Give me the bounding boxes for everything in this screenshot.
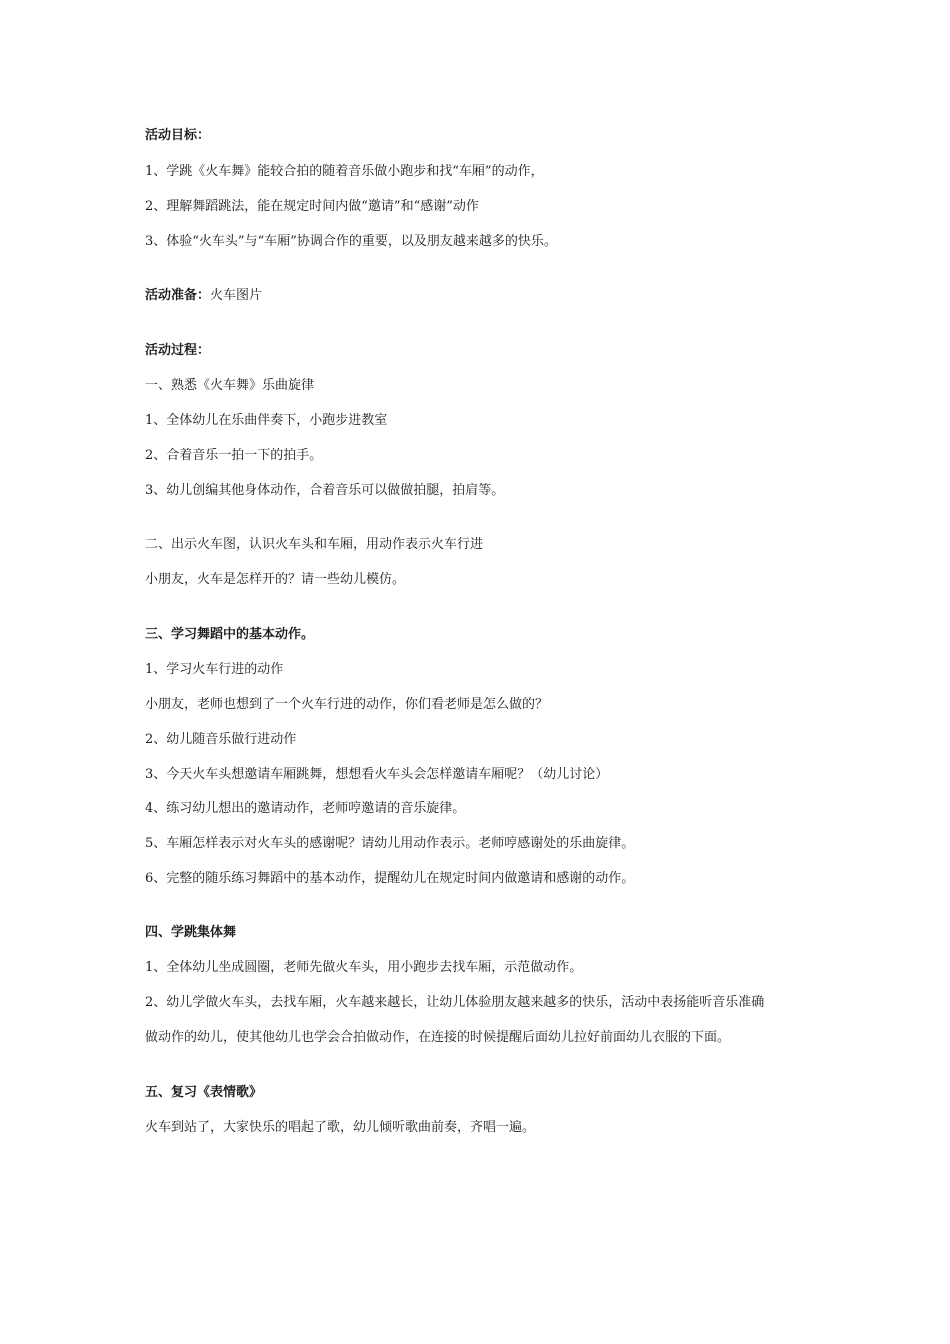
section3-title: 三、学习舞蹈中的基本动作。 xyxy=(145,627,315,642)
section3-item-6: 5、车厢怎样表示对火车头的感谢呢？请幼儿用动作表示。老师哼感谢处的乐曲旋律。 xyxy=(145,836,635,851)
section1-title: 一、熟悉《火车舞》乐曲旋律 xyxy=(145,378,315,393)
section4-item-2-cont: 做动作的幼儿，使其他幼儿也学会合拍做动作，在连接的时候提醒后面幼儿拉好前面幼儿衣服的下面。 xyxy=(145,1030,731,1045)
section3-item-4: 3、今天火车头想邀请车厢跳舞，想想看火车头会怎样邀请车厢呢？（幼儿讨论） xyxy=(145,767,609,782)
prep-text: 火车图片 xyxy=(210,288,263,303)
goal-item-3: 3、体验“火车头”与“车厢”协调合作的重要，以及朋友越来越多的快乐。 xyxy=(145,234,557,249)
goal-item-1: 1、学跳《火车舞》能较合拍的随着音乐做小跑步和找“车厢”的动作， xyxy=(145,164,544,179)
section4-title: 四、学跳集体舞 xyxy=(145,925,237,940)
section3-item-5: 4、练习幼儿想出的邀请动作，老师哼邀请的音乐旋律。 xyxy=(145,801,466,816)
section1-item-3: 3、幼儿创编其他身体动作，合着音乐可以做做拍腿，拍肩等。 xyxy=(145,483,505,498)
section4-item-2: 2、幼儿学做火车头，去找车厢，火车越来越长，让幼儿体验朋友越来越多的快乐，活动中表扬能听音乐准确 xyxy=(145,995,765,1010)
prep-label: 活动准备： xyxy=(145,288,211,303)
section3-item-2: 小朋友，老师也想到了一个火车行进的动作，你们看老师是怎么做的？ xyxy=(145,697,549,712)
section2-title: 二、出示火车图，认识火车头和车厢，用动作表示火车行进 xyxy=(145,537,484,552)
section2-text: 小朋友，火车是怎样开的？请一些幼儿模仿。 xyxy=(145,572,406,587)
process-heading: 活动过程： xyxy=(145,343,211,358)
section1-item-2: 2、合着音乐一拍一下的拍手。 xyxy=(145,448,323,463)
section5-text: 火车到站了，大家快乐的唱起了歌，幼儿倾听歌曲前奏，齐唱一遍。 xyxy=(145,1120,536,1135)
section5-title: 五、复习《表情歌》 xyxy=(145,1085,263,1100)
section3-item-1: 1、学习火车行进的动作 xyxy=(145,662,284,677)
prep-line xyxy=(145,287,262,305)
goals-heading: 活动目标： xyxy=(145,128,211,143)
section4-item-1: 1、全体幼儿坐成圆圈，老师先做火车头，用小跑步去找车厢，示范做动作。 xyxy=(145,960,583,975)
section3-item-7: 6、完整的随乐练习舞蹈中的基本动作，提醒幼儿在规定时间内做邀请和感谢的动作。 xyxy=(145,871,635,886)
section3-item-3: 2、幼儿随音乐做行进动作 xyxy=(145,732,297,747)
section1-item-1: 1、全体幼儿在乐曲伴奏下，小跑步进教室 xyxy=(145,413,388,428)
goal-item-2: 2、理解舞蹈跳法，能在规定时间内做“邀请”和“感谢”动作 xyxy=(145,199,479,214)
